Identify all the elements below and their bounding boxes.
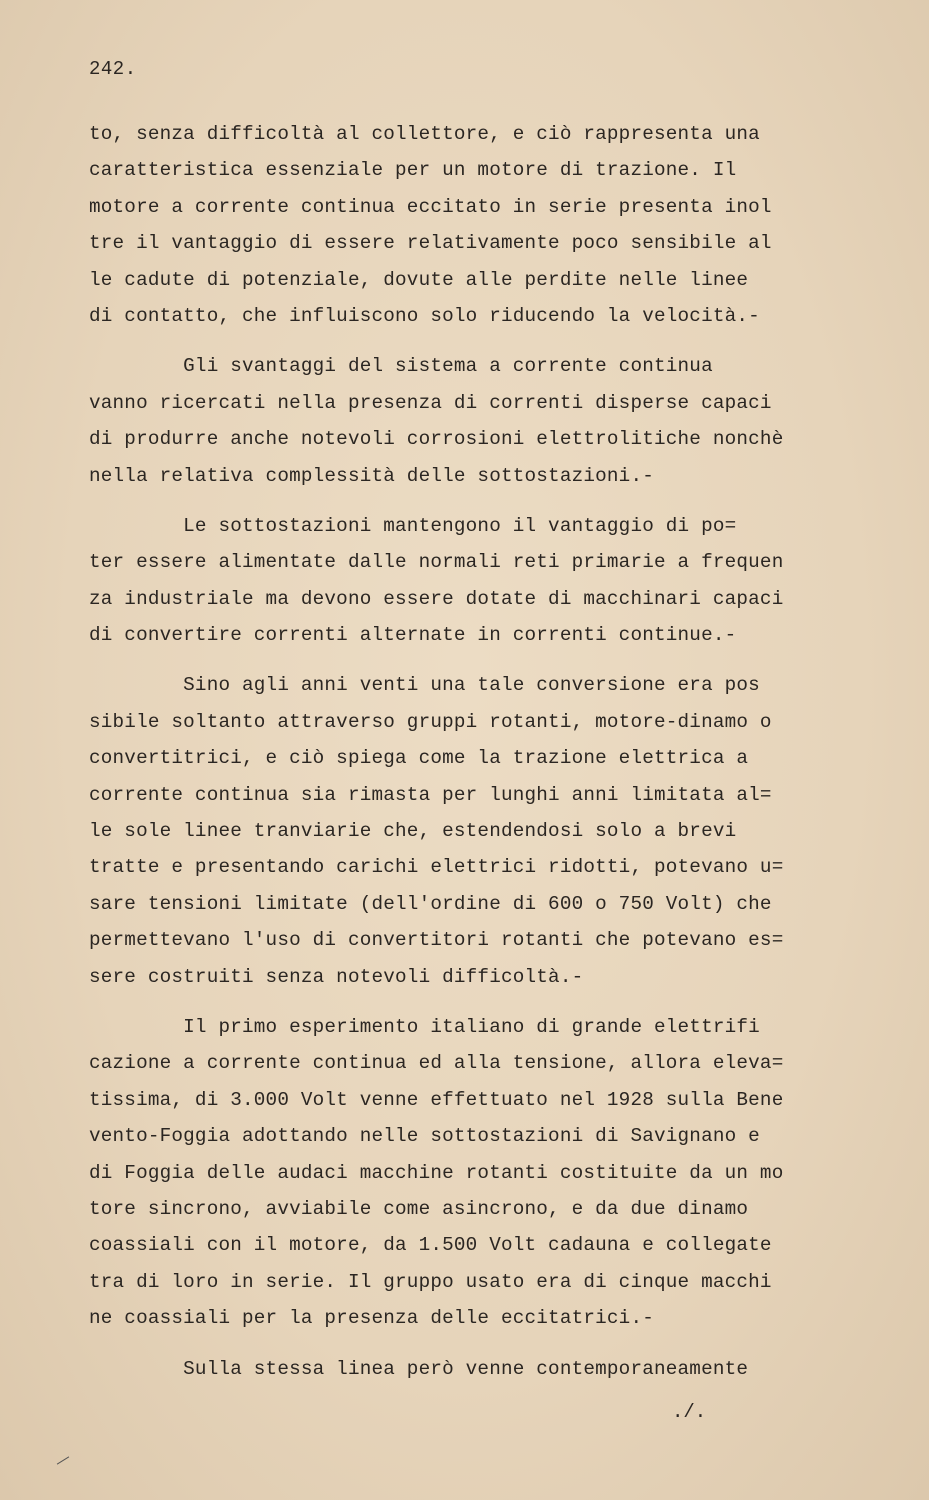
text-line: cazione a corrente continua ed alla tensione, allora eleva= — [89, 1052, 784, 1075]
paragraph-6 — [89, 1351, 849, 1387]
paragraph-4 — [89, 667, 849, 995]
body-text — [89, 116, 849, 1387]
text-line: le sole linee tranviarie che, estendendosi solo a brevi — [89, 820, 737, 843]
text-line: nella relativa complessità delle sottostazioni.- — [89, 464, 654, 487]
text-line: sare tensioni limitate (dell'ordine di 600 o 750 Volt) che — [89, 892, 772, 915]
text-line: le cadute di potenziale, dovute alle perdite nelle linee — [89, 268, 749, 291]
text-line: to, senza difficoltà al collettore, e ciò rappresenta una — [89, 123, 760, 145]
paragraph-3 — [89, 508, 849, 654]
text-line: di Foggia delle audaci macchine rotanti costituite da un mo — [89, 1161, 784, 1184]
text-line: di contatto, che influiscono solo riducendo la velocità.- — [89, 304, 760, 327]
text-line: sere costruiti senza notevoli difficoltà.- — [89, 965, 584, 988]
text-line: Il primo esperimento italiano di grande elettrifi — [89, 1015, 760, 1038]
text-line: sibile soltanto attraverso gruppi rotanti, motore-dinamo o — [89, 710, 772, 733]
text-line: vento-Foggia adottando nelle sottostazioni di Savignano e — [89, 1125, 760, 1148]
text-line: di produrre anche notevoli corrosioni elettrolitiche nonchè — [89, 428, 784, 451]
paragraph-5 — [89, 1009, 849, 1337]
text-line: Sulla stessa linea però venne contemporaneamente — [89, 1357, 749, 1380]
text-line: tissima, di 3.000 Volt venne effettuato nel 1928 sulla Bene — [89, 1088, 784, 1111]
text-line: caratteristica essenziale per un motore di trazione. Il — [89, 159, 737, 182]
text-line: coassiali con il motore, da 1.500 Volt cadauna e collegate — [89, 1234, 772, 1257]
paragraph-1 — [89, 116, 849, 334]
text-line: motore a corrente continua eccitato in serie presenta inol — [89, 195, 772, 218]
text-line: Sino agli anni venti una tale conversione era pos — [89, 674, 760, 697]
text-line: permettevano l'uso di convertitori rotanti che potevano es= — [89, 929, 784, 952]
text-line: tre il vantaggio di essere relativamente poco sensibile al — [89, 232, 772, 255]
text-line: tra di loro in serie. Il gruppo usato era di cinque macchi — [89, 1270, 772, 1293]
text-line: Gli svantaggi del sistema a corrente continua — [89, 355, 713, 378]
text-line: di convertire correnti alternate in correnti continue.- — [89, 624, 737, 647]
text-line: za industriale ma devono essere dotate di macchinari capaci — [89, 587, 784, 610]
text-line: ne coassiali per la presenza delle eccitatrici.- — [89, 1307, 654, 1330]
text-line: ter essere alimentate dalle normali reti primarie a frequen — [89, 551, 784, 574]
page-number: 242. — [89, 58, 137, 80]
text-line: vanno ricercati nella presenza di correnti disperse capaci — [89, 391, 772, 414]
text-line: convertitrici, e ciò spiega come la trazione elettrica a — [89, 747, 749, 770]
stray-pen-mark — [57, 1456, 69, 1464]
paragraph-2 — [89, 348, 849, 494]
continuation-mark: ./. — [672, 1401, 707, 1423]
text-line: tore sincrono, avviabile come asincrono, e da due dinamo — [89, 1197, 749, 1220]
text-line: tratte e presentando carichi elettrici ridotti, potevano u= — [89, 856, 784, 879]
text-line: corrente continua sia rimasta per lunghi anni limitata al= — [89, 783, 772, 806]
text-line: Le sottostazioni mantengono il vantaggio di po= — [89, 514, 737, 537]
